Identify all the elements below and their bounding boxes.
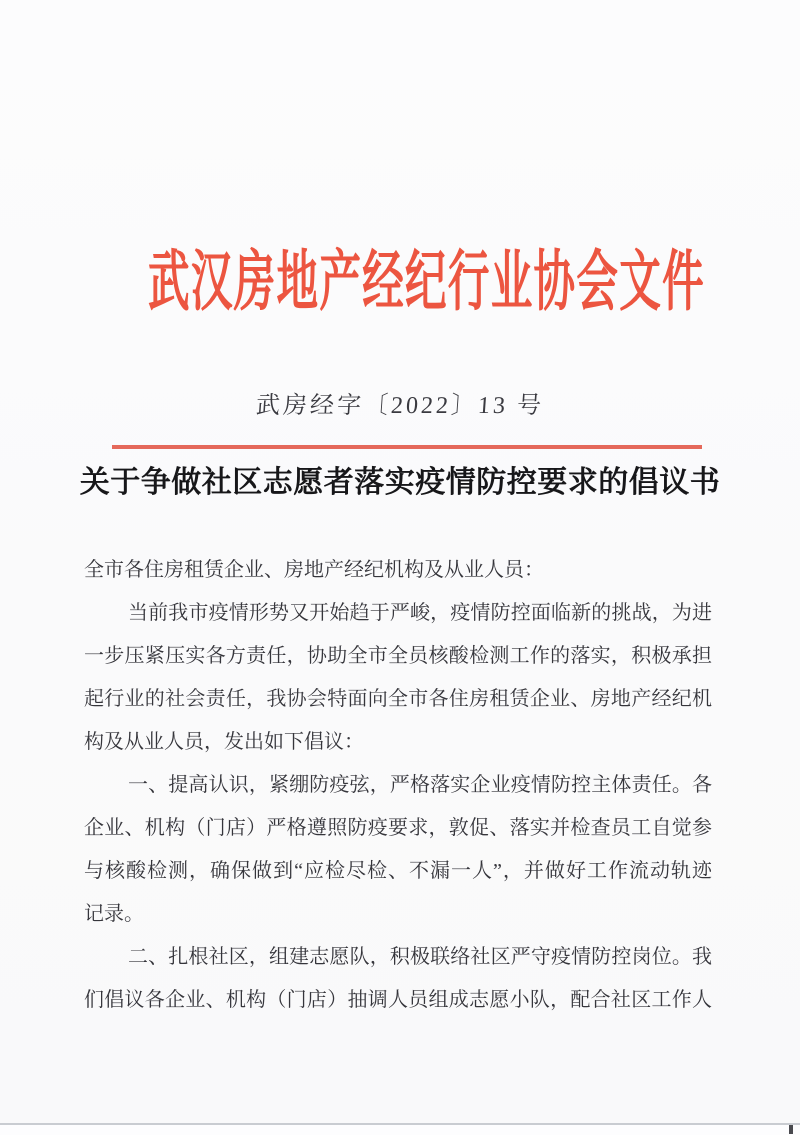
scan-corner-artifact bbox=[789, 1125, 793, 1134]
body-line: 起行业的社会责任，我协会特面向全市各住房租赁企业、房地产经纪机 bbox=[84, 688, 712, 710]
letterhead-doc-number: 武房经字〔2022〕13 号 bbox=[255, 393, 545, 419]
body-line: 二、扎根社区，组建志愿队，积极联络社区严守疫情防控岗位。我 bbox=[128, 946, 712, 968]
body-line: 一步压紧压实各方责任，协助全市全员核酸检测工作的落实，积极承担 bbox=[84, 645, 712, 667]
document-body bbox=[84, 549, 712, 1022]
body-line: 们倡议各企业、机构（门店）抽调人员组成志愿小队，配合社区工作人 bbox=[84, 989, 712, 1011]
letterhead-org-title: 武汉房地产经纪行业协会文件 bbox=[148, 246, 705, 319]
document-title: 关于争做社区志愿者落实疫情防控要求的倡议书 bbox=[79, 466, 721, 499]
body-line: 当前我市疫情形势又开始趋于严峻，疫情防控面临新的挑战，为进 bbox=[128, 602, 712, 624]
letterhead-red-rule bbox=[112, 445, 702, 449]
body-line: 构及从业人员，发出如下倡议： bbox=[84, 731, 364, 753]
scan-bottom-strip bbox=[0, 1125, 800, 1135]
body-line: 一、提高认识，紧绷防疫弦，严格落实企业疫情防控主体责任。各 bbox=[128, 774, 712, 796]
body-line: 与核酸检测，确保做到“应检尽检、不漏一人”，并做好工作流动轨迹 bbox=[84, 860, 712, 882]
body-line: 企业、机构（门店）严格遵照防疫要求，敦促、落实并检查员工自觉参 bbox=[84, 817, 712, 839]
salutation-line: 全市各住房租赁企业、房地产经纪机构及从业人员： bbox=[84, 559, 544, 581]
body-line: 记录。 bbox=[84, 903, 144, 925]
